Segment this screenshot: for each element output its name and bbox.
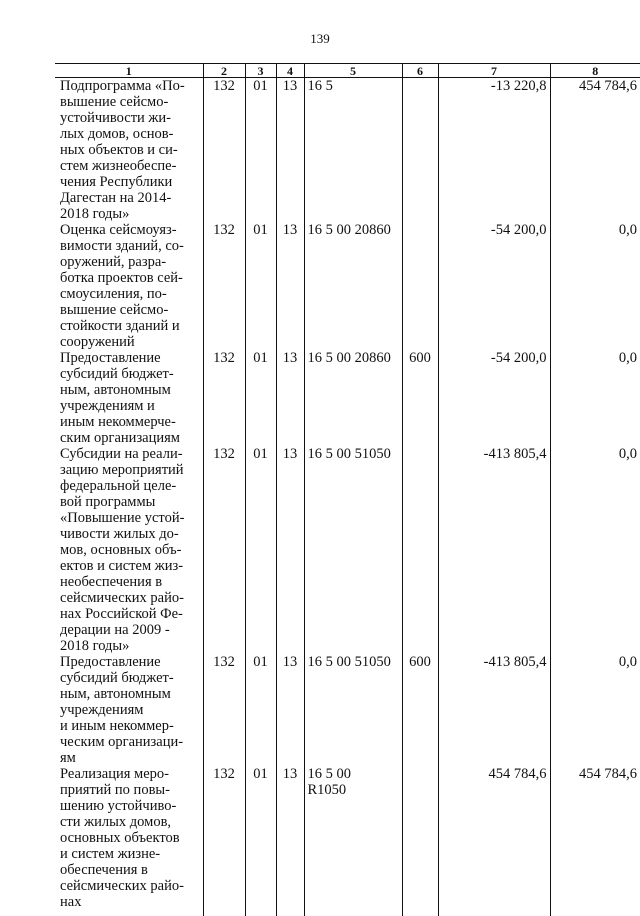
item-name-cell-line: нах — [60, 894, 199, 910]
item-name-cell-line: смоусиления, по- — [60, 286, 199, 302]
amount-change-cell: -54 200,0 — [438, 350, 550, 446]
item-name-cell-line: ям — [60, 750, 199, 766]
target-article-cell — [304, 446, 402, 654]
amount-change-cell: -13 220,8 — [438, 78, 550, 223]
table-row — [55, 446, 640, 654]
item-name-cell-line: сооружений — [60, 334, 199, 350]
item-name-cell-line: устойчивости жи- — [60, 110, 199, 126]
item-name-cell-line: сейсмических райо- — [60, 878, 199, 894]
amount-total-cell: 0,0 — [550, 350, 640, 446]
item-name-cell-line: необеспечения в — [60, 574, 199, 590]
item-name-cell-line: Реализация меро- — [60, 766, 199, 782]
subsection-code-cell: 13 — [276, 654, 304, 766]
item-name-cell-line: стойкости зданий и — [60, 318, 199, 334]
target-article-cell — [304, 654, 402, 766]
ministry-code-cell: 132 — [203, 78, 245, 223]
target-article-cell — [304, 222, 402, 350]
column-header: 6 — [402, 64, 438, 78]
item-name-cell — [55, 654, 203, 766]
item-name-cell-line: шению устойчиво- — [60, 798, 199, 814]
section-code-cell: 01 — [245, 446, 276, 654]
item-name-cell-line: сти жилых домов, — [60, 814, 199, 830]
column-header: 1 — [55, 64, 203, 78]
ministry-code-cell: 132 — [203, 446, 245, 654]
item-name-cell-line: ных объектов и си- — [60, 142, 199, 158]
table-body — [55, 78, 640, 916]
item-name-cell-line: чения Республики — [60, 174, 199, 190]
item-name-cell-line: мов, основных объ- — [60, 542, 199, 558]
item-name-cell-line: зацию мероприятий — [60, 462, 199, 478]
ministry-code-cell: 132 — [203, 766, 245, 916]
item-name-cell — [55, 350, 203, 446]
item-name-cell-line: Подпрограмма «По- — [60, 78, 199, 94]
item-name-cell-line: сейсмических райо- — [60, 590, 199, 606]
expense-type-cell — [402, 78, 438, 223]
item-name-cell-line: чивости жилых до- — [60, 526, 199, 542]
section-code-cell: 01 — [245, 78, 276, 223]
amount-change-cell: -413 805,4 — [438, 654, 550, 766]
item-name-cell-line: Предоставление — [60, 350, 199, 366]
item-name-cell-line: ектов и систем жиз- — [60, 558, 199, 574]
item-name-cell-line: вышение сейсмо- — [60, 94, 199, 110]
item-name-cell-line: 2018 годы» — [60, 206, 199, 222]
section-code-cell: 01 — [245, 766, 276, 916]
subsection-code-cell: 13 — [276, 446, 304, 654]
item-name-cell-line: вышение сейсмо- — [60, 302, 199, 318]
table-row — [55, 350, 640, 446]
column-header: 7 — [438, 64, 550, 78]
amount-change-cell: 454 784,6 — [438, 766, 550, 916]
budget-table — [55, 63, 640, 916]
target-article-cell-line: 16 5 — [308, 78, 399, 94]
item-name-cell-line: ботка проектов сей- — [60, 270, 199, 286]
table-row — [55, 222, 640, 350]
target-article-cell-line: 16 5 00 51050 — [308, 654, 399, 670]
column-header: 4 — [276, 64, 304, 78]
target-article-cell — [304, 78, 402, 223]
expense-type-cell: 600 — [402, 350, 438, 446]
section-code-cell: 01 — [245, 654, 276, 766]
page-number: 139 — [0, 31, 640, 47]
item-name-cell-line: «Повышение устой- — [60, 510, 199, 526]
target-article-cell — [304, 766, 402, 916]
item-name-cell-line: ским организациям — [60, 430, 199, 446]
item-name-cell-line: и систем жизне- — [60, 846, 199, 862]
item-name-cell-line: стем жизнеобеспе- — [60, 158, 199, 174]
amount-change-cell: -413 805,4 — [438, 446, 550, 654]
amount-total-cell: 454 784,6 — [550, 78, 640, 223]
item-name-cell-line: субсидий бюджет- — [60, 670, 199, 686]
expense-type-cell — [402, 222, 438, 350]
item-name-cell-line: ным, автономным — [60, 686, 199, 702]
target-article-cell-line: 16 5 00 20860 — [308, 222, 399, 238]
item-name-cell-line: ческим организаци- — [60, 734, 199, 750]
item-name-cell-line: учреждениям и — [60, 398, 199, 414]
target-article-cell-line: R1050 — [308, 782, 399, 798]
table-row — [55, 766, 640, 916]
item-name-cell-line: вимости зданий, со- — [60, 238, 199, 254]
item-name-cell-line: вой программы — [60, 494, 199, 510]
expense-type-cell — [402, 446, 438, 654]
subsection-code-cell: 13 — [276, 78, 304, 223]
item-name-cell-line: оружений, разра- — [60, 254, 199, 270]
subsection-code-cell: 13 — [276, 766, 304, 916]
ministry-code-cell: 132 — [203, 350, 245, 446]
item-name-cell-line: основных объектов — [60, 830, 199, 846]
item-name-cell-line: ным, автономным — [60, 382, 199, 398]
ministry-code-cell: 132 — [203, 654, 245, 766]
target-article-cell — [304, 350, 402, 446]
item-name-cell-line: и иным некоммер- — [60, 718, 199, 734]
item-name-cell-line: обеспечения в — [60, 862, 199, 878]
column-header: 8 — [550, 64, 640, 78]
item-name-cell-line: лых домов, основ- — [60, 126, 199, 142]
amount-total-cell: 0,0 — [550, 446, 640, 654]
item-name-cell-line: Оценка сейсмоуяз- — [60, 222, 199, 238]
item-name-cell-line: Предоставление — [60, 654, 199, 670]
item-name-cell-line: иным некоммерче- — [60, 414, 199, 430]
column-header: 5 — [304, 64, 402, 78]
ministry-code-cell: 132 — [203, 222, 245, 350]
item-name-cell-line: 2018 годы» — [60, 638, 199, 654]
item-name-cell-line: нах Российской Фе- — [60, 606, 199, 622]
table-row — [55, 654, 640, 766]
item-name-cell-line: учреждениям — [60, 702, 199, 718]
subsection-code-cell: 13 — [276, 350, 304, 446]
table-header-row — [55, 64, 640, 78]
expense-type-cell — [402, 766, 438, 916]
table-row — [55, 78, 640, 223]
target-article-cell-line: 16 5 00 — [308, 766, 399, 782]
column-header: 3 — [245, 64, 276, 78]
item-name-cell — [55, 766, 203, 916]
amount-total-cell: 0,0 — [550, 222, 640, 350]
amount-change-cell: -54 200,0 — [438, 222, 550, 350]
subsection-code-cell: 13 — [276, 222, 304, 350]
item-name-cell-line: Субсидии на реали- — [60, 446, 199, 462]
item-name-cell-line: Дагестан на 2014- — [60, 190, 199, 206]
item-name-cell-line: приятий по повы- — [60, 782, 199, 798]
target-article-cell-line: 16 5 00 51050 — [308, 446, 399, 462]
amount-total-cell: 454 784,6 — [550, 766, 640, 916]
amount-total-cell: 0,0 — [550, 654, 640, 766]
column-header: 2 — [203, 64, 245, 78]
section-code-cell: 01 — [245, 350, 276, 446]
item-name-cell-line: федеральной целе- — [60, 478, 199, 494]
item-name-cell — [55, 446, 203, 654]
expense-type-cell: 600 — [402, 654, 438, 766]
item-name-cell — [55, 78, 203, 223]
section-code-cell: 01 — [245, 222, 276, 350]
item-name-cell-line: дерации на 2009 - — [60, 622, 199, 638]
target-article-cell-line: 16 5 00 20860 — [308, 350, 399, 366]
item-name-cell-line: субсидий бюджет- — [60, 366, 199, 382]
item-name-cell — [55, 222, 203, 350]
